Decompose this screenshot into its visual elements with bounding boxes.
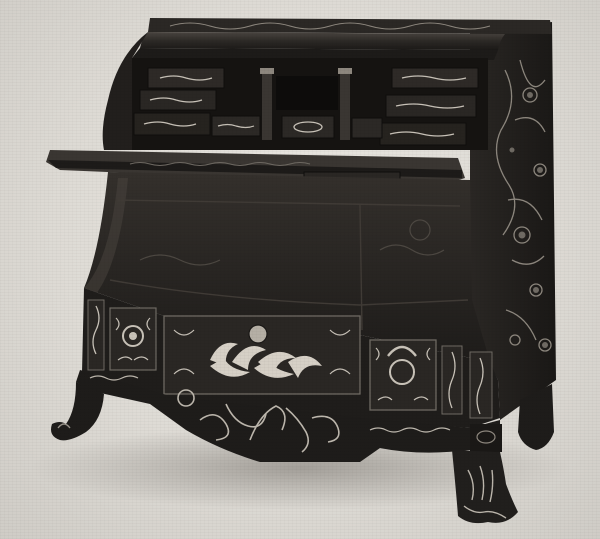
interior-small-drawers xyxy=(212,116,382,138)
right-base-block xyxy=(470,424,502,452)
right-panel xyxy=(370,340,436,410)
interior-left-drawers xyxy=(134,68,224,135)
left-stile xyxy=(88,300,104,370)
cylinder-tambour xyxy=(140,32,505,50)
interior-right-drawers xyxy=(380,68,478,145)
centre-keyhole-escutcheon xyxy=(249,325,267,343)
left-front-foot xyxy=(51,382,104,440)
